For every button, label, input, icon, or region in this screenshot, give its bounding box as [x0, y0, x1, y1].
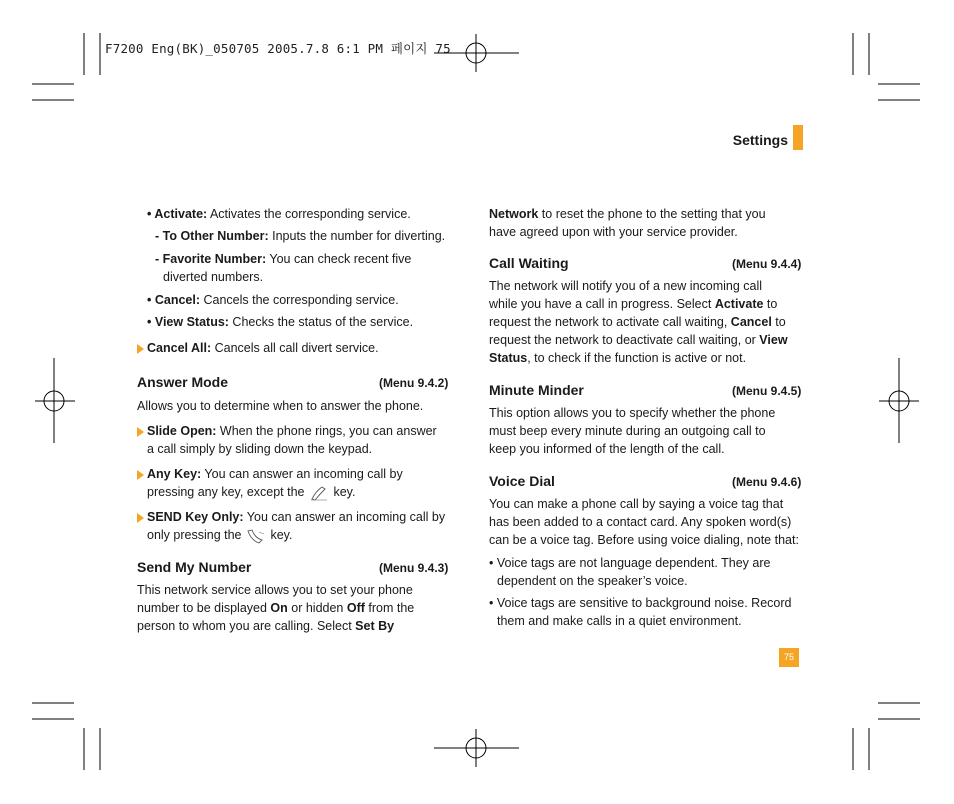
call-waiting-title: Call Waiting — [489, 255, 569, 271]
network-reset: Network to reset the phone to the setting that you have agreed upon with your service provider. — [489, 207, 766, 239]
any-key: Any Key: You can answer an incoming call by pressing any key, except the key. — [147, 467, 403, 499]
send-my-number-desc: This network service allows you to set your phone number to be displayed On or hidden Off from the person to whom you are calling. Select Set By — [137, 583, 415, 633]
section-label: Settings — [732, 132, 788, 148]
bullet-favorite-number-cont: diverted numbers. — [163, 270, 264, 284]
send-key-only: SEND Key Only: You can answer an incoming call by only pressing the key. — [147, 510, 446, 542]
bullet-cancel: • Cancel: Cancels the corresponding service. — [147, 293, 399, 307]
end-key-icon — [308, 485, 330, 501]
answer-mode-title: Answer Mode — [137, 374, 229, 390]
minute-minder-title: Minute Minder — [489, 382, 584, 398]
voice-tag-note-1: • Voice tags are not language dependent. They are dependent on the speaker’s voice. — [489, 556, 771, 588]
bullet-activate: • Activate: Activates the corresponding service. — [147, 207, 411, 221]
minute-minder-desc: This option allows you to specify whether the phone must beep every minute during an outgoing call to keep you informed of the length of the call. — [489, 406, 776, 456]
arrow-bullet-icon — [137, 470, 144, 480]
page-number: 75 — [779, 648, 799, 667]
voice-dial-desc: You can make a phone call by saying a voice tag that has been added to a contact card. Any spoken word(s) can be a voice tag. Before using voice dialing, note that: — [489, 497, 799, 547]
call-waiting-desc: The network will notify you of a new incoming call while you have a call in progress. Select Activate to request the network to activate call waiting, Cancel to request the network to deactivate call waiting, or View Status, to check if the function is active or not. — [489, 279, 788, 365]
arrow-bullet-icon — [137, 427, 144, 437]
arrow-bullet-icon — [137, 513, 144, 523]
bullet-other-number: - To Other Number: Inputs the number for diverting. — [155, 229, 446, 243]
answer-mode-menu: (Menu 9.4.2) — [379, 376, 449, 390]
minute-minder-menu: (Menu 9.4.5) — [732, 384, 802, 398]
section-tab — [793, 125, 803, 150]
voice-dial-title: Voice Dial — [489, 473, 555, 489]
voice-tag-note-2: • Voice tags are sensitive to background noise. Record them and make calls in a quiet environment. — [489, 596, 792, 628]
call-waiting-menu: (Menu 9.4.4) — [732, 257, 802, 271]
bullet-favorite-number: - Favorite Number: You can check recent five — [155, 252, 412, 266]
answer-mode-desc: Allows you to determine when to answer the phone. — [137, 399, 424, 413]
bullet-view-status: • View Status: Checks the status of the service. — [147, 315, 414, 329]
send-my-number-title: Send My Number — [137, 559, 252, 575]
arrow-bullet-icon — [137, 344, 144, 354]
cancel-all: Cancel All: Cancels all call divert service. — [147, 341, 379, 355]
send-my-number-menu: (Menu 9.4.3) — [379, 561, 449, 575]
slide-open: Slide Open: When the phone rings, you can answer a call simply by sliding down the keypad. — [147, 424, 437, 456]
voice-dial-menu: (Menu 9.4.6) — [732, 475, 802, 489]
print-header: F7200 Eng(BK)_050705 2005.7.8 6:1 PM 페이지 75 — [105, 41, 451, 56]
send-key-icon — [245, 528, 267, 544]
